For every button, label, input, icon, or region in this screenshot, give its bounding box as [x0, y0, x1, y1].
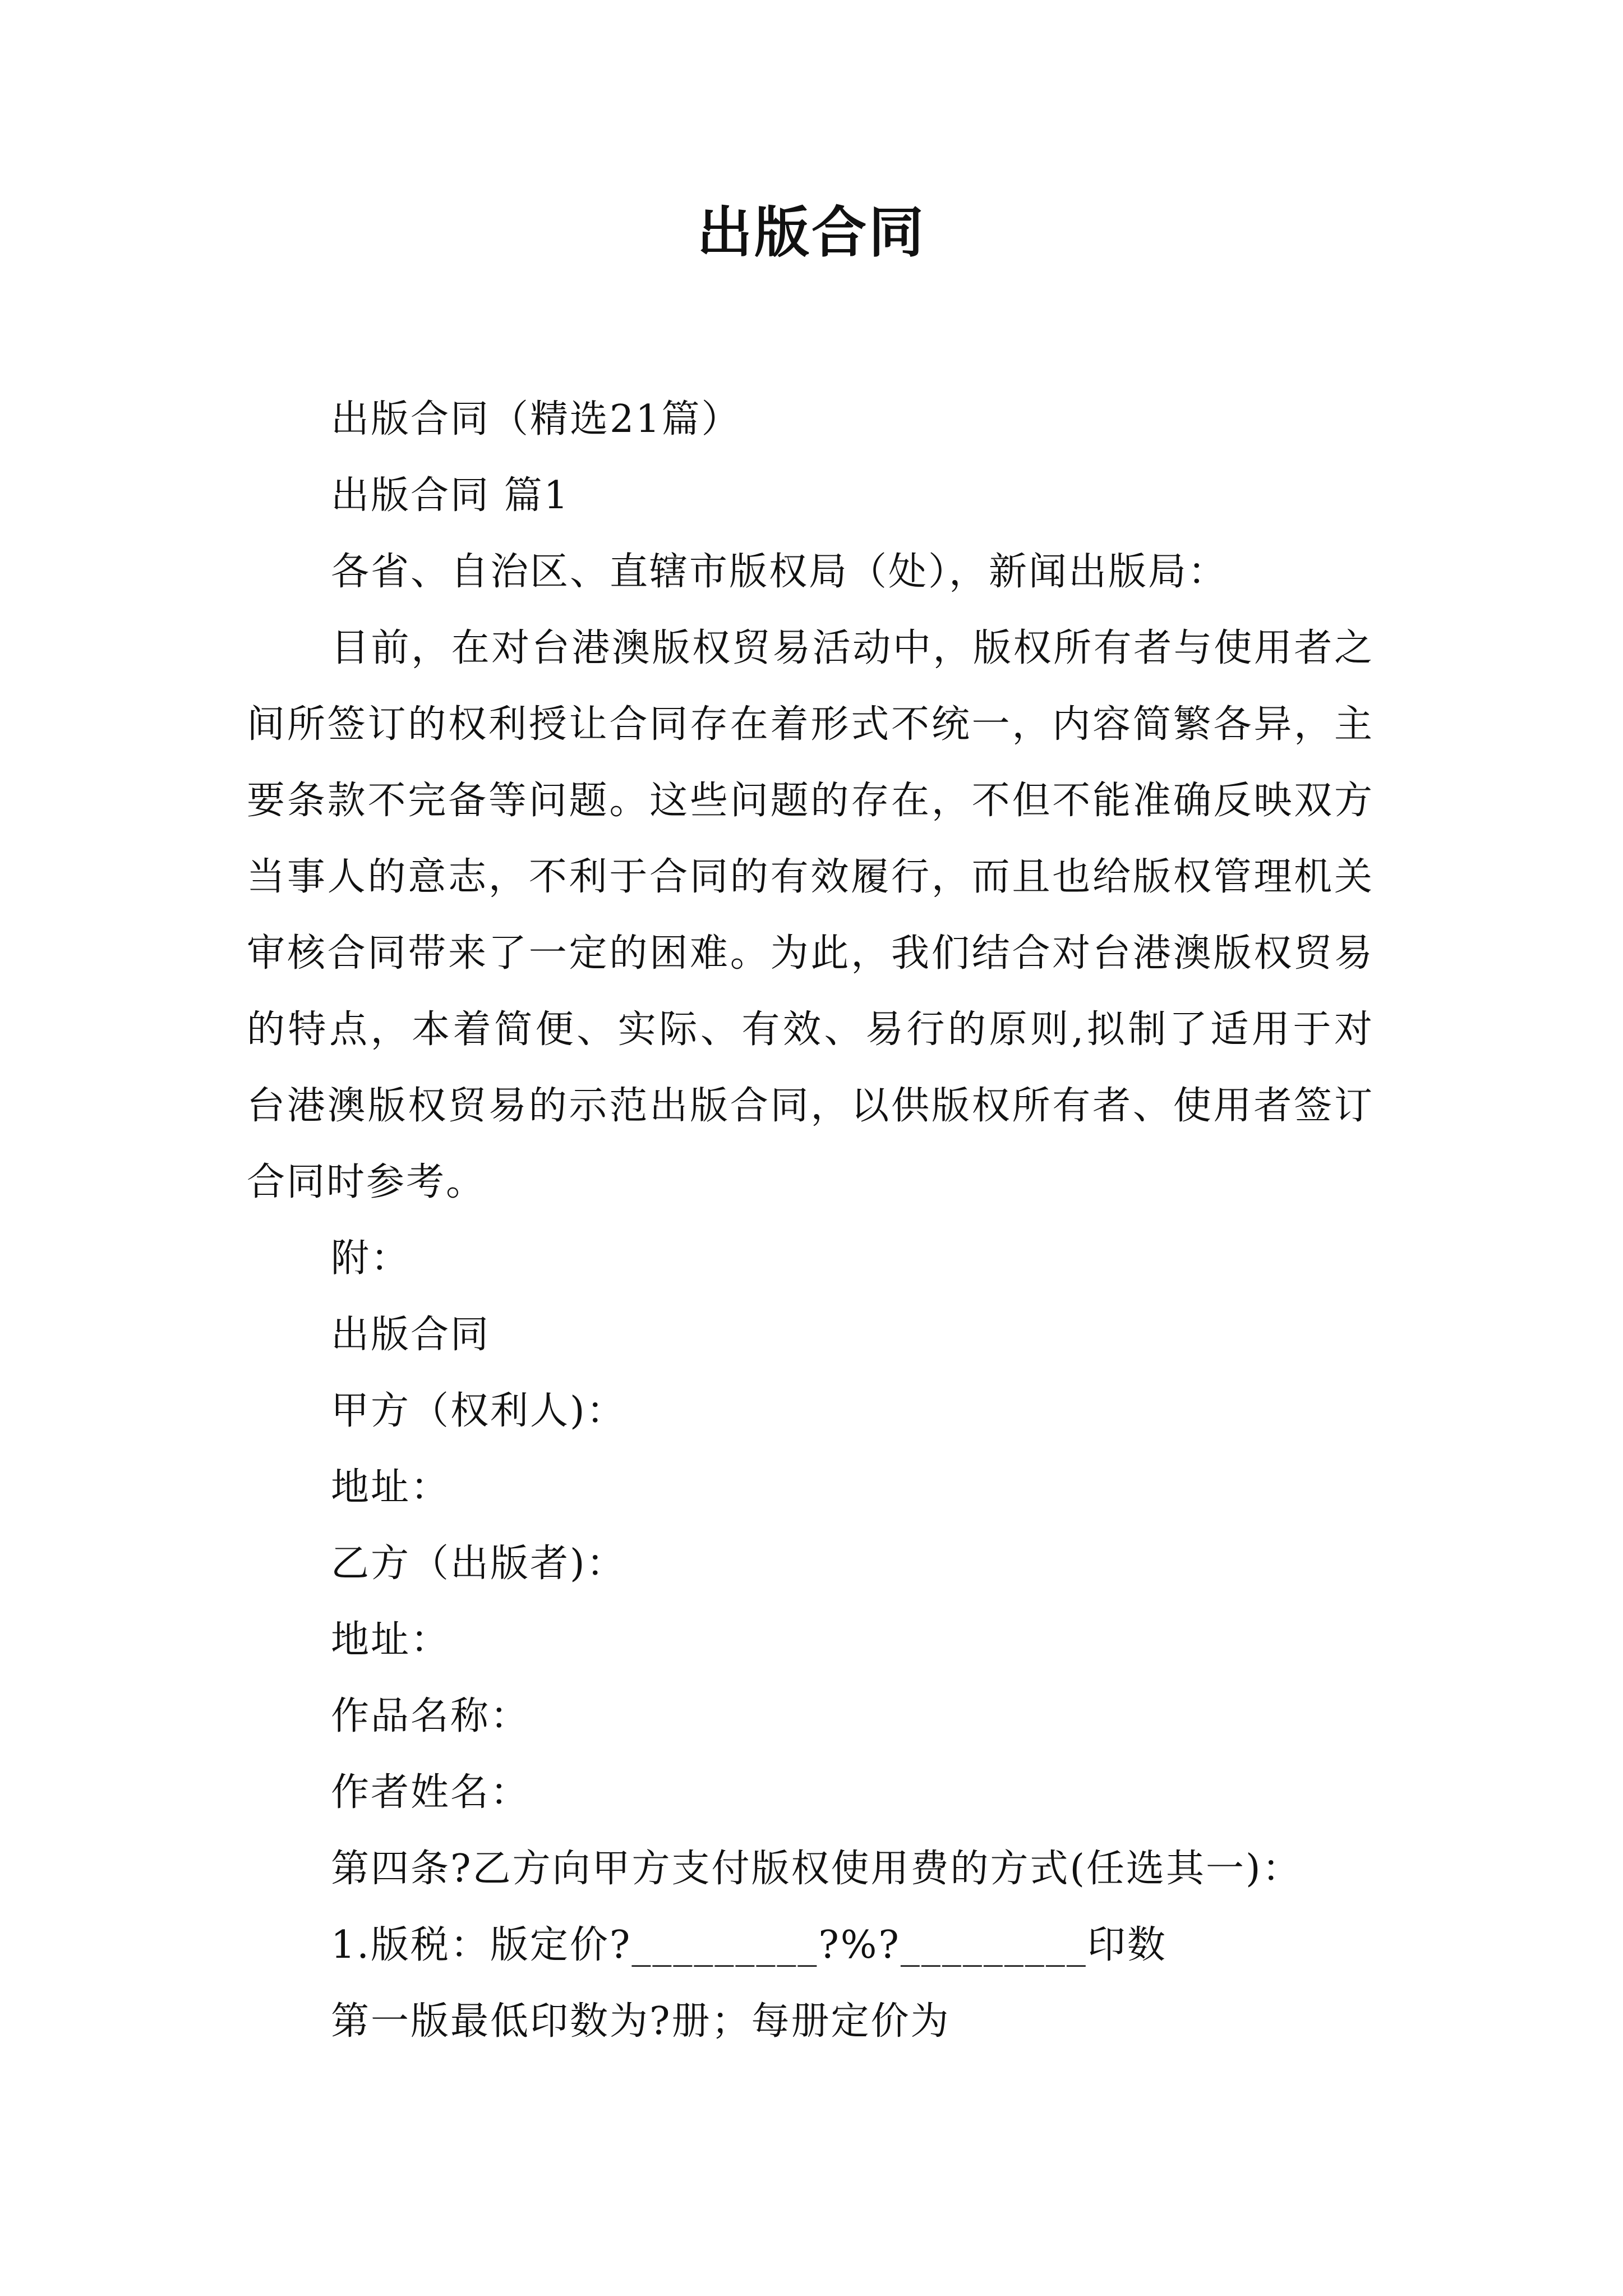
party-b-address-line: 地址：: [331, 1618, 451, 1662]
attachment-label: 附：: [331, 1236, 411, 1281]
document-title: 出版合同: [697, 200, 926, 265]
party-a-line: 甲方（权利人)：: [331, 1389, 626, 1433]
party-a-address-line: 地址：: [331, 1465, 451, 1510]
contract-heading: 出版合同: [331, 1313, 491, 1357]
royalty-line: 1.版税：版定价?_________?%?_________印数: [331, 1923, 1167, 1967]
subtitle-line: 出版合同（精选21篇）: [331, 397, 741, 441]
salutation-line: 各省、自治区、直辖市版权局（处），新闻出版局：: [331, 550, 1228, 594]
party-b-line: 乙方（出版者)：: [331, 1542, 626, 1586]
first-edition-line: 第一版最低印数为?册；每册定价为: [331, 1999, 951, 2044]
section-heading: 出版合同 篇1: [331, 473, 570, 518]
intro-paragraph: 目前，在对台港澳版权贸易活动中，版权所有者与使用者之间所签订的权利授让合同存在着形式不统一，内容简繁各异，主要条款不完备等问题。这些问题的存在，不但不能准确反映双方当事人的意志，不利于合同的有效履行，而且也给版权管理机关审核合同带来了一定的困难。为此，我们结合对台港澳版权贸易的特点，本着简便、实际、有效、易行的原则,拟制了适用于对台港澳版权贸易的示范出版合同，以供版权所有者、使用者签订合同时参考。: [247, 626, 1374, 1204]
article-four-line: 第四条?乙方向甲方支付版权使用费的方式(任选其一)：: [331, 1847, 1302, 1891]
author-name-line: 作者姓名：: [331, 1770, 531, 1815]
document-body: [247, 381, 1391, 2060]
work-title-line: 作品名称：: [331, 1694, 531, 1738]
